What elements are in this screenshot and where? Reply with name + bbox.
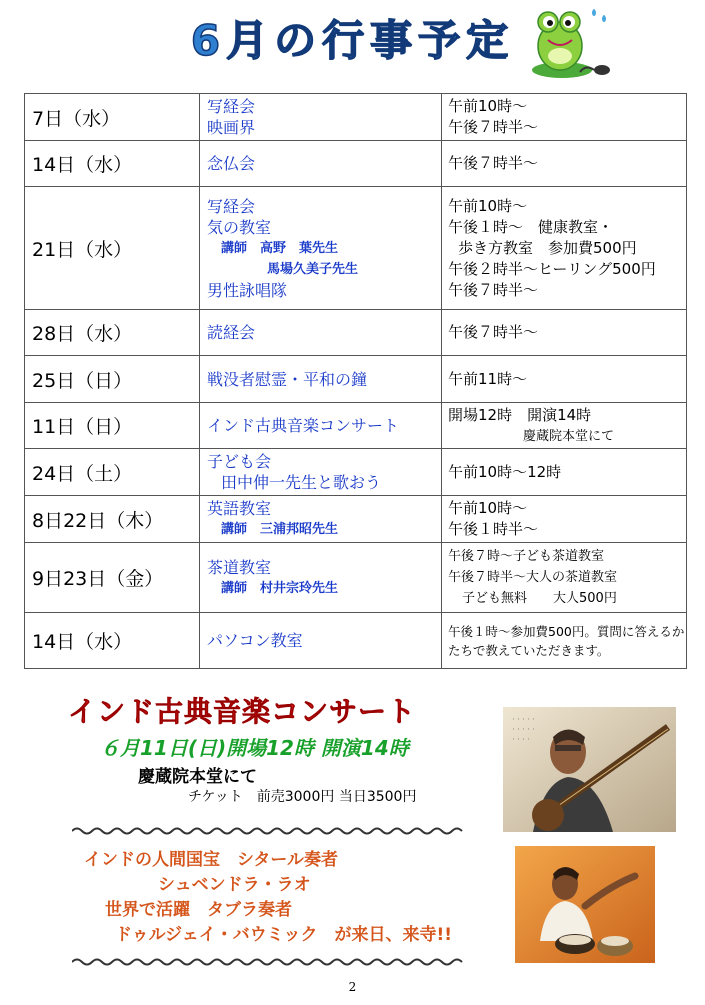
table-row <box>25 310 687 356</box>
artist-line: ドゥルジェイ・バウミック が来日、来寺!! <box>115 925 452 945</box>
date-cell: 28日（水） <box>25 310 200 356</box>
time-text: 午後１時半～ <box>448 520 539 538</box>
time-text: 開場12時 開演14時 <box>448 405 592 424</box>
table-row <box>25 449 687 496</box>
event-cell <box>200 543 442 613</box>
page-number: 2 <box>348 980 357 994</box>
table-row <box>25 141 687 187</box>
event-name: 田中伸一先生と歌おう <box>221 473 382 492</box>
event-cell <box>200 187 442 310</box>
table-row <box>25 356 687 403</box>
date-cell: 7日（水） <box>25 94 200 141</box>
time-text: 午前10時～ <box>448 196 528 215</box>
time-cell <box>442 187 687 310</box>
event-name: インド古典音楽コンサート <box>207 416 400 435</box>
instructor-name: 講師 高野 葉先生 <box>221 240 339 256</box>
artist-announcement <box>80 848 480 948</box>
instructor-name: 講師 村井宗玲先生 <box>221 580 339 596</box>
time-text: 午前11時～ <box>448 369 528 388</box>
event-cell <box>200 310 442 356</box>
event-name: 男性詠唱隊 <box>207 280 288 300</box>
time-text: 午後７時半～ <box>448 118 539 136</box>
time-cell <box>442 141 687 187</box>
time-cell <box>442 403 687 449</box>
event-name: 映画界 <box>207 118 256 137</box>
time-text: 午後７時半～大人の茶道教室 <box>448 570 618 585</box>
event-name: 茶道教室 <box>207 557 272 577</box>
event-name: 戦没者慰霊・平和の鐘 <box>207 369 368 389</box>
event-cell <box>200 613 442 669</box>
date-cell: 24日（土） <box>25 449 200 496</box>
instructor-name: 講師 三浦邦昭先生 <box>221 522 339 537</box>
instructor-name: 馬場久美子先生 <box>267 261 359 277</box>
time-text: 午後７時半～ <box>448 323 539 341</box>
event-name: パソコン教室 <box>207 631 303 650</box>
svg-text:・・・・: ・・・・ <box>511 737 532 743</box>
time-text: 午前10時～12時 <box>448 462 562 481</box>
event-name: 写経会 <box>207 97 256 116</box>
event-cell <box>200 94 442 141</box>
table-row <box>25 613 687 669</box>
time-text: 午後７時半～ <box>448 154 539 172</box>
artist-line: 世界で活躍 タブラ奏者 <box>105 900 292 920</box>
frog-mascot-icon <box>522 4 612 82</box>
time-cell <box>442 94 687 141</box>
concert-banner <box>60 690 480 815</box>
time-cell <box>442 543 687 613</box>
time-cell <box>442 310 687 356</box>
event-name: 写経会 <box>207 196 256 216</box>
schedule-table <box>24 93 687 669</box>
concert-ticket: チケット 前売3000円 当日3500円 <box>188 789 417 805</box>
sitar-player-photo <box>503 707 676 832</box>
event-cell <box>200 141 442 187</box>
date-cell: 21日（水） <box>25 187 200 310</box>
date-cell: 11日（日） <box>25 403 200 449</box>
venue-text: 慶蔵院本堂にて <box>523 428 615 444</box>
event-cell <box>200 449 442 496</box>
date-cell: 25日（日） <box>25 356 200 403</box>
table-row <box>25 543 687 613</box>
artist-line: シュベンドラ・ラオ <box>158 875 311 895</box>
event-name: 読経会 <box>207 323 256 342</box>
event-name: 念仏会 <box>207 154 256 173</box>
table-row <box>25 403 687 449</box>
event-name: 子ども会 <box>207 452 272 471</box>
event-cell <box>200 356 442 403</box>
svg-text:・・・・・: ・・・・・ <box>511 727 537 733</box>
table-row <box>25 187 687 310</box>
time-cell <box>442 356 687 403</box>
time-cell <box>442 496 687 543</box>
time-cell <box>442 449 687 496</box>
artist-line: インドの人間国宝 シタール奏者 <box>84 850 338 870</box>
time-text: 歩き方教室 参加費500円 <box>458 238 637 257</box>
time-text: 午後１時～参加費500円。質問に答えるかたちで教えていただきます。 <box>448 623 685 658</box>
concert-title: インド古典音楽コンサート <box>68 695 417 728</box>
event-name: 英語教室 <box>207 499 272 518</box>
wave-divider <box>72 826 467 836</box>
time-text: 午前10時～ <box>448 499 528 517</box>
date-cell: 8日22日（木） <box>25 496 200 543</box>
event-cell <box>200 403 442 449</box>
tabla-player-photo <box>515 846 655 963</box>
event-cell <box>200 496 442 543</box>
time-text: 午後１時～ 健康教室・ <box>448 217 614 236</box>
price-text: 子ども無料 大人500円 <box>462 591 617 606</box>
time-cell <box>442 613 687 669</box>
time-text: 午後７時半～ <box>448 280 539 299</box>
wave-divider <box>72 957 467 967</box>
concert-date: ６月11日(日)開場12時 開演14時 <box>100 736 409 760</box>
time-text: 午後７時～子ども茶道教室 <box>448 549 605 564</box>
event-name: 気の教室 <box>207 217 272 237</box>
time-text: 午後２時半～ヒーリング500円 <box>448 259 656 278</box>
date-cell: 9日23日（金） <box>25 543 200 613</box>
date-cell: 14日（水） <box>25 613 200 669</box>
concert-venue: 慶蔵院本堂にて <box>138 767 257 787</box>
table-row <box>25 94 687 141</box>
time-text: 午前10時～ <box>448 97 528 115</box>
svg-text:・・・・・: ・・・・・ <box>511 717 537 723</box>
table-row <box>25 496 687 543</box>
date-cell: 14日（水） <box>25 141 200 187</box>
page-title: 6月の行事予定 <box>190 16 515 65</box>
